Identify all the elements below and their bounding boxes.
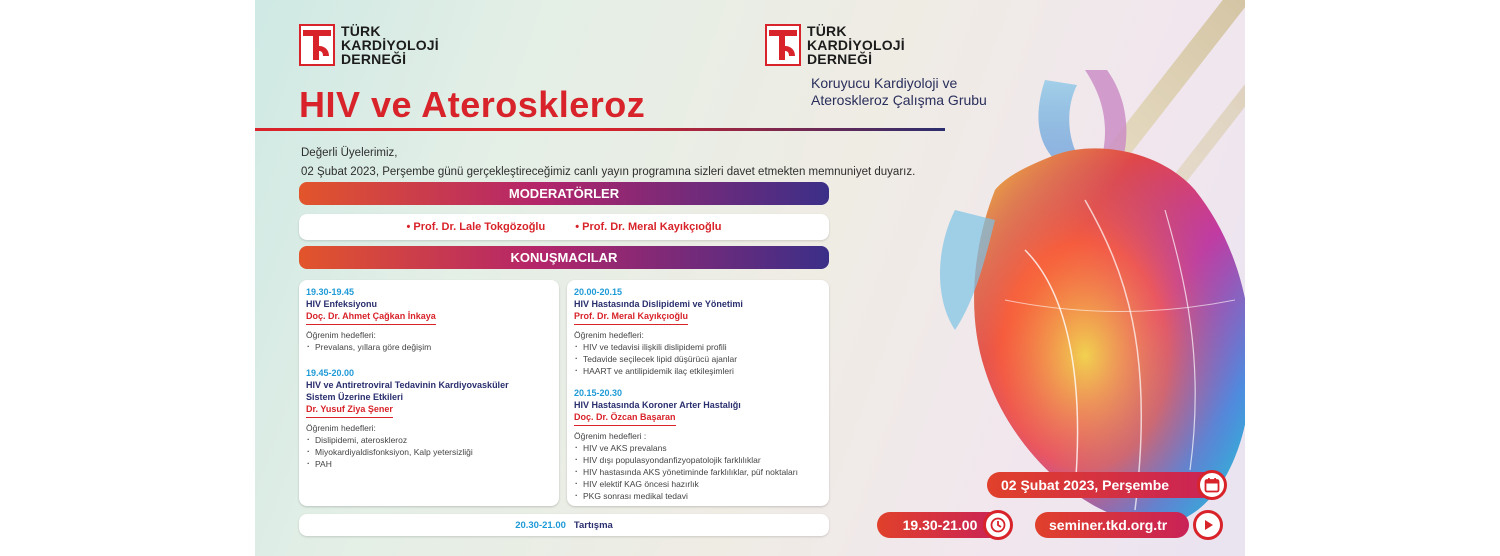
event-time: 19.30-21.00 <box>877 512 1003 538</box>
session-time: 19.45-20.00 <box>306 368 355 378</box>
calendar-icon <box>1197 470 1227 500</box>
session-title: HIV Enfeksiyonu <box>306 299 378 309</box>
greeting: Değerli Üyelerimiz, <box>301 147 398 159</box>
tkd-logo-icon <box>765 24 801 66</box>
session-speaker: Doç. Dr. Özcan Başaran <box>574 411 676 426</box>
session-block <box>306 367 552 470</box>
goal-item: · HIV ve tedavisi ilişkili dislipidemi profili <box>574 341 822 353</box>
session-title: HIV Hastasında Dislipidemi ve Yönetimi <box>574 299 743 309</box>
moderator-name: • Prof. Dr. Lale Tokgözoğlu <box>406 221 546 233</box>
goal-item: · HIV dışı populasyondanfizyopatolojik farklılıklar <box>574 454 822 466</box>
speakers-card-right <box>567 280 829 506</box>
session-title: HIV ve Antiretroviral Tedavinin Kardiyovasküler <box>306 380 509 390</box>
speakers-card-left <box>299 280 559 506</box>
moderator-name: • Prof. Dr. Meral Kayıkçıoğlu <box>575 221 722 233</box>
session-speaker: Prof. Dr. Meral Kayıkçıoğlu <box>574 310 688 325</box>
play-icon[interactable] <box>1193 510 1223 540</box>
session-block <box>574 286 822 377</box>
goals-list <box>574 442 822 502</box>
goals-list <box>574 341 822 377</box>
goal-item: · HIV hastasında AKS yönetiminde farklılıklar, püf noktaları <box>574 466 822 478</box>
goals-title: Öğrenim hedefleri: <box>306 423 376 433</box>
goal-item: · PAH <box>306 458 552 470</box>
session-title: Sistem Üzerine Etkileri <box>306 392 404 402</box>
logo-line: DERNEĞİ <box>341 51 407 67</box>
logo-line: KARDİYOLOJİ <box>807 37 905 53</box>
page-title: HIV ve Ateroskleroz <box>299 84 646 125</box>
session-time: 20.15-20.30 <box>574 388 623 398</box>
goals-list <box>306 341 552 353</box>
goal-item: · PKG sonrası medikal tedavi <box>574 490 822 502</box>
session-speaker: Doç. Dr. Ahmet Çağkan İnkaya <box>306 310 436 325</box>
session-speaker: Dr. Yusuf Ziya Şener <box>306 403 393 418</box>
event-url[interactable]: seminer.tkd.org.tr <box>1035 512 1189 538</box>
goal-item: · Tedavide seçilecek lipid düşürücü ajanlar <box>574 353 822 365</box>
logo-line: TÜRK <box>807 23 847 39</box>
session-block <box>574 387 822 502</box>
tkd-logo-icon <box>299 24 335 66</box>
logo-line: TÜRK <box>341 23 381 39</box>
session-time: 19.30-19.45 <box>306 287 355 297</box>
goals-list <box>306 434 552 470</box>
goal-item: · Prevalans, yıllara göre değişim <box>306 341 552 353</box>
clock-icon <box>983 510 1013 540</box>
title-divider <box>255 128 945 131</box>
working-group-line: Ateroskleroz Çalışma Grubu <box>811 92 987 108</box>
discussion-time: 20.30-21.00 <box>515 519 566 531</box>
goal-item: · Miyokardiyaldisfonksiyon, Kalp yetersizliği <box>306 446 552 458</box>
session-block <box>306 286 552 353</box>
logo-line: KARDİYOLOJİ <box>341 37 439 53</box>
goals-title: Öğrenim hedefleri : <box>574 431 647 441</box>
speakers-header: KONUŞMACILAR <box>299 246 829 269</box>
working-group-line: Koruyucu Kardiyoloji ve <box>811 75 958 91</box>
event-banner <box>255 0 1245 556</box>
session-time: 20.00-20.15 <box>574 287 623 297</box>
moderators-header: MODERATÖRLER <box>299 182 829 205</box>
event-date: 02 Şubat 2023, Perşembe <box>987 472 1223 498</box>
goal-item: · Dislipidemi, ateroskleroz <box>306 434 552 446</box>
intro-text <box>301 144 915 182</box>
goals-title: Öğrenim hedefleri: <box>306 330 376 340</box>
discussion-label: Tartışma <box>573 519 613 531</box>
goals-title: Öğrenim hedefleri: <box>574 330 644 340</box>
moderators-list <box>299 214 829 240</box>
goal-item: · HIV elektif KAG öncesi hazırlık <box>574 478 822 490</box>
session-title: HIV Hastasında Koroner Arter Hastalığı <box>574 400 741 410</box>
goal-item: · HAART ve antilipidemik ilaç etkileşimleri <box>574 365 822 377</box>
invitation-text: 02 Şubat 2023, Perşembe günü gerçekleştireceğimiz canlı yayın programına sizleri davet etmekten memnuniyet duyarız. <box>301 166 916 178</box>
logo-line: DERNEĞİ <box>807 51 873 67</box>
tkd-logo-left <box>299 24 439 66</box>
goal-item: · HIV ve AKS prevalans <box>574 442 822 454</box>
tkd-logo-right <box>765 24 905 66</box>
heart-illustration <box>935 70 1245 540</box>
discussion-row <box>299 514 829 536</box>
